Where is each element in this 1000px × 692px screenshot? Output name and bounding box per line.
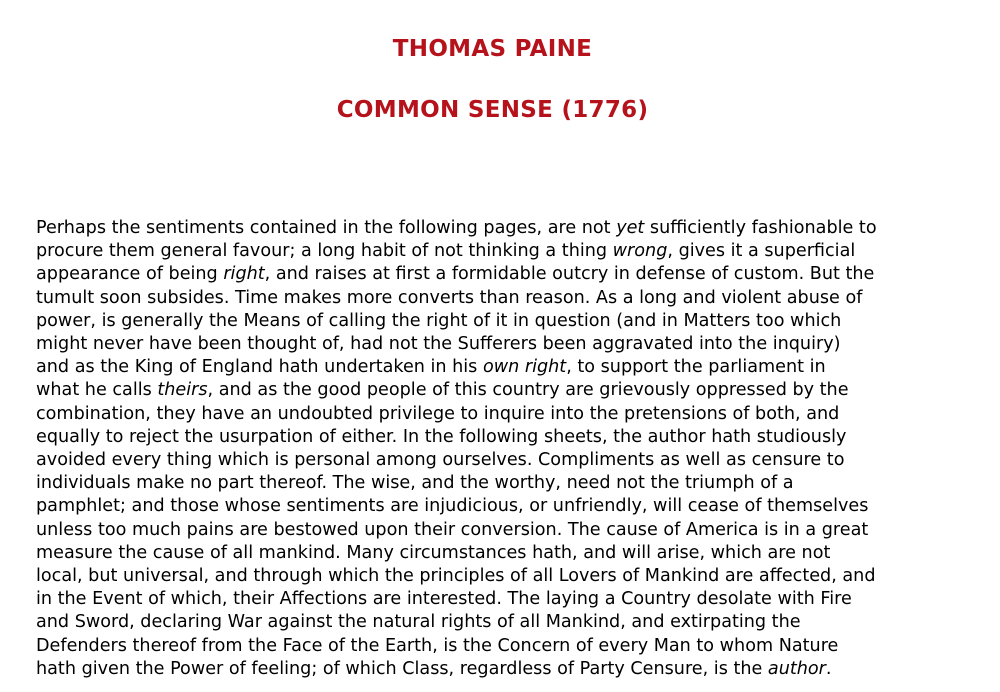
text-run: . (825, 658, 832, 679)
italic-text-run: author (767, 658, 826, 679)
text-run: what he calls (36, 380, 158, 401)
paragraph-line: and Sword, declaring War against the natural rights of all Mankind, and extirpating the (36, 612, 801, 633)
author-heading: THOMAS PAINE (392, 36, 593, 62)
paragraph-line: pamphlet; and those whose sentiments are injudicious, or unfriendly, will cease of themselves (36, 496, 869, 517)
text-run: , gives it a superficial (667, 241, 856, 262)
paragraph-line: in the Event of which, their Affections are interested. The laying a Country desolate with Fire (36, 589, 852, 610)
paragraph-line (36, 240, 976, 263)
text-run: and as the King of England hath undertaken in his (36, 357, 483, 378)
paragraph-line: equally to reject the usurpation of either. In the following sheets, the author hath studiously (36, 426, 847, 447)
text-run: , and as the good people of this country are grievously oppressed by the (207, 380, 849, 401)
paragraph-line: measure the cause of all mankind. Many circumstances hath, and will arise, which are not (36, 542, 831, 563)
paragraph-line: power, is generally the Means of calling the right of it in question (and in Matters too which (36, 310, 842, 331)
body-paragraph (36, 217, 976, 681)
italic-text-run: right (223, 264, 265, 285)
italic-text-run: yet (616, 218, 645, 238)
text-run: procure them general favour; a long habit of not thinking a thing (36, 241, 613, 262)
italic-text-run: own right (482, 357, 567, 378)
document-title: COMMON SENSE (1776) (336, 97, 649, 123)
text-run: , and raises at first a formidable outcry in defense of custom. But the (264, 264, 875, 285)
paragraph-line: avoided every thing which is personal among ourselves. Compliments as well as censure to (36, 450, 845, 471)
italic-text-run: wrong (612, 241, 668, 262)
text-run: , to support the parliament in (566, 357, 826, 378)
text-run: sufficiently fashionable to (644, 218, 877, 238)
paragraph-line: individuals make no part thereof. The wise, and the worthy, need not the triumph of a (36, 473, 794, 494)
paragraph-line (36, 379, 976, 402)
paragraph-line (36, 356, 976, 379)
italic-text-run: theirs (157, 380, 208, 401)
paragraph-line: might never have been thought of, had not the Sufferers been aggravated into the inquiry) (36, 334, 841, 355)
paragraph-line: tumult soon subsides. Time makes more converts than reason. As a long and violent abuse of (36, 287, 863, 308)
text-run: appearance of being (36, 264, 224, 285)
text-run: Perhaps the sentiments contained in the following pages, are not (36, 218, 617, 238)
text-run: hath given the Power of feeling; of which Class, regardless of Party Censure, is the (36, 658, 768, 679)
paragraph-line: unless too much pains are bestowed upon their conversion. The cause of America is in a great (36, 519, 869, 540)
paragraph-line (36, 263, 976, 286)
paragraph-line: Defenders thereof from the Face of the Earth, is the Concern of every Man to whom Nature (36, 635, 839, 656)
paragraph-line: combination, they have an undoubted privilege to inquire into the pretensions of both, and (36, 403, 840, 424)
paragraph-line (36, 658, 976, 681)
paragraph-line: local, but universal, and through which the principles of all Lovers of Mankind are affected, and (36, 566, 876, 587)
paragraph-line (36, 217, 976, 240)
